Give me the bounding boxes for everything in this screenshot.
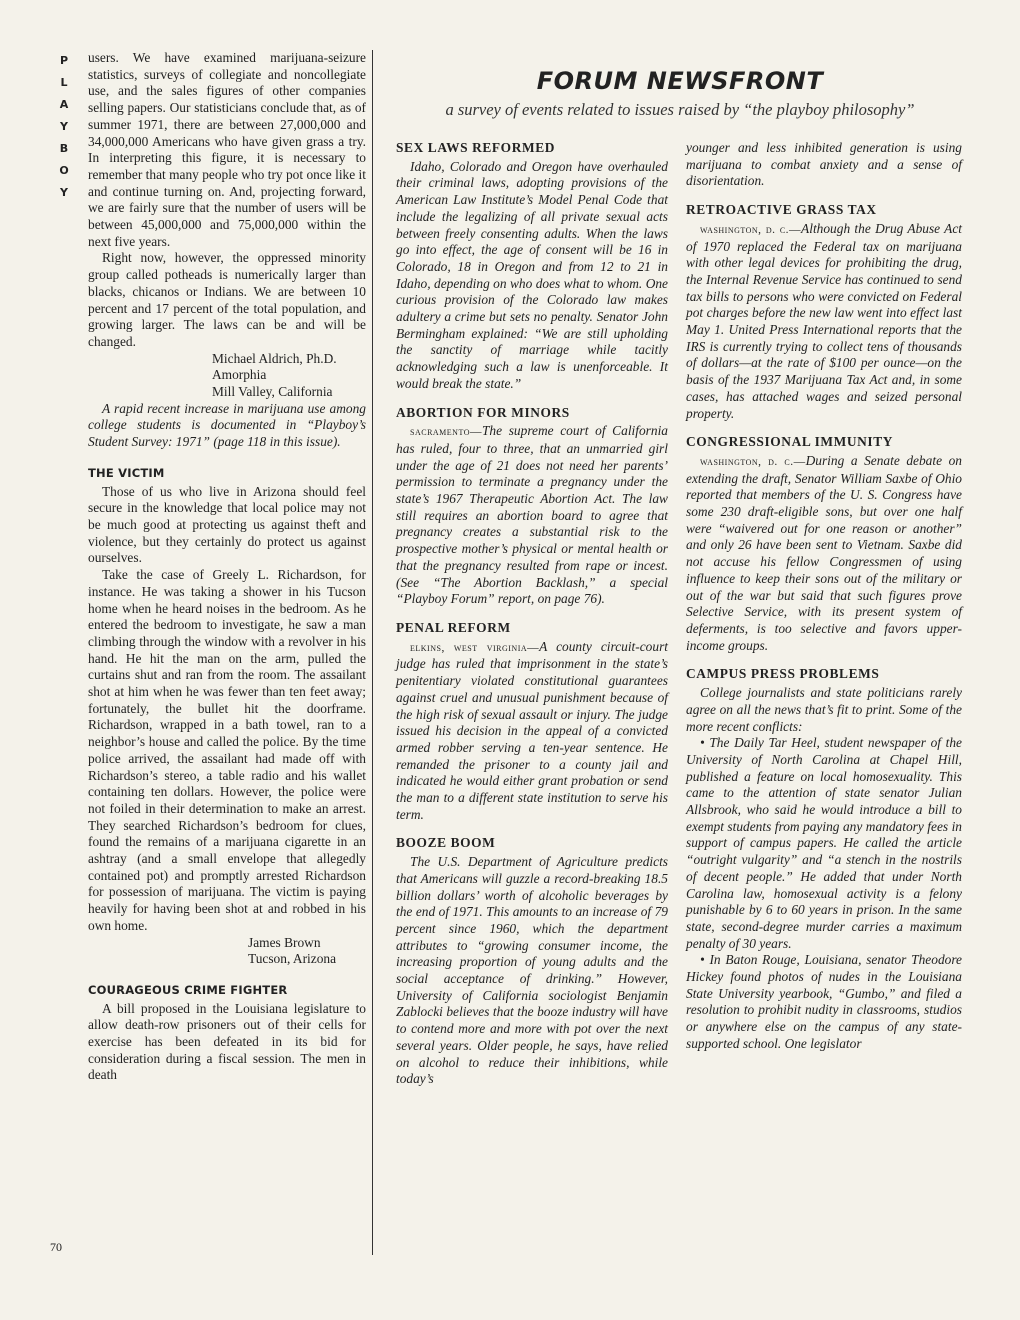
signature-name: Michael Aldrich, Ph.D.: [212, 350, 337, 366]
news-item: [686, 453, 962, 654]
letter-heading: THE VICTIM: [88, 465, 165, 480]
dateline: washington, d. c.—: [700, 223, 802, 236]
news-bullet: • In Baton Rouge, Louisiana, senator Theodore Hickey found photos of nudes in the Louisiana State University yearbook, “Gumbo,” and filed a resolution to prohibit nudity in classrooms, studios or anywhere else on the campus of any state-supported school. One legislator: [686, 952, 962, 1051]
news-text: College journalists and state politicians rarely agree on all the news that’s fit to print. Some of the more recent conflicts:: [686, 685, 962, 734]
news-heading: SEX LAWS REFORMED: [396, 140, 556, 155]
news-text: Idaho, Colorado and Oregon have overhauled their criminal laws, adopting provisions of the American Law Institute’s Model Penal Code that include the legalizing of all private sexual acts between freely consenting adults. When the laws go into effect, the age of consent will be 16 in Colorado, 18 in Oregon and from 12 to 21 in Idaho, depending on who does what to whom. One curious provision of the Colorado law makes adultery a crime but sets no penalty. Senator John Bermingham explained: “We are still upholding the sanctity of marriage while tacitly acknowledging such a law is unenforceable. It would break the state.”: [396, 158, 668, 391]
signature-org: Amorphia: [212, 367, 267, 383]
side-letter: A: [59, 98, 69, 111]
signature-location: Mill Valley, California: [212, 384, 333, 400]
news-heading: PENAL REFORM: [396, 619, 511, 635]
news-text: younger and less inhibited generation is using marijuana to combat anxiety and a sense of disorientation.: [686, 140, 962, 189]
side-letter: O: [59, 164, 69, 177]
letters-column: [88, 50, 366, 1084]
side-letter: P: [59, 54, 69, 67]
news-text: The supreme court of California has ruled, four to three, that an unmarried girl under the age of 21 does not need her parents’ permission to terminate a pregnancy under the state’s 1967 Therapeutic Abortion Act. The law still requires an abortion board to agree that pregnancy creates a substantial risk to the prospective mother’s physical or mental health or that the pregnancy resulted from rape or incest. (See “The Abortion Backlash,” a special “Playboy Forum” report, on page 76).: [396, 423, 668, 607]
news-item: [396, 639, 668, 824]
signature-location: Tucson, Arizona: [248, 951, 337, 967]
dateline: washington, d. c.—: [700, 455, 806, 468]
news-heading: BOOZE BOOM: [396, 835, 496, 851]
news-text: During a Senate debate on extending the draft, Senator William Saxbe of Ohio reported that members of the U. S. Congress have some 230 draft-eligible sons, but over one half were “waivered out for one reason or another” and only 26 have been sent to Vietnam. Saxbe did not accuse his fellow Congressmen of using influence to keep their sons out of the military or out of the war but said that such figures prove Selective Service, with its present system of deferments, is too selective and favors upper-income groups.: [686, 452, 962, 653]
signature-name: James Brown: [248, 934, 321, 950]
side-letter: B: [59, 142, 69, 155]
side-letter: Y: [60, 120, 68, 133]
news-heading: ABORTION FOR MINORS: [396, 404, 570, 420]
section-title: FORUM NEWSFRONT: [536, 67, 824, 95]
letter-paragraph: A bill proposed in the Louisiana legislature to allow death-row prisoners out of their cells for exercise has been defeated in its bid for consideration during a fiscal session. The men in death: [88, 1000, 366, 1083]
magazine-side-label: [55, 50, 73, 204]
side-letter: Y: [60, 186, 68, 199]
newsfront-column-right: [686, 140, 962, 1053]
side-letter: L: [60, 76, 68, 89]
news-text: The U.S. Department of Agriculture predicts that Americans will guzzle a record-breaking 18.5 billion dollars’ worth of alcoholic beverages by the end of 1971. This amounts to an increase of 79 percent since 1960, which the department attributes to “growing consumer income, the increasing proportion of young adults and the social acceptance of drinking.” However, University of California sociologist Benjamin Zablocki believes that the booze industry will have to contend more and more with pot over the next several years. Older people, he says, have relied on alcohol to reduce their inhibitions, while today’s: [396, 854, 668, 1087]
news-item: [686, 221, 962, 422]
editor-note: A rapid recent increase in marijuana use among college students is documented in “Playboy’s Student Survey: 1971” (page 118 in this issue).: [88, 400, 366, 450]
letter-paragraph: Those of us who live in Arizona should feel secure in the knowledge that local police may not be much good at protecting us against theft and violence, but they certainly do protect us against ourselves.: [88, 483, 366, 566]
section-subtitle: a survey of events related to issues raised by “the playboy philosophy”: [445, 100, 915, 119]
news-bullet: • The Daily Tar Heel, student newspaper of the University of North Carolina at Chapel Hill, published a feature on local homosexuality. This came to the attention of state senator Julian Allsbrook, who said he would introduce a bill to exempt students from paying any mandatory fees in support of campus papers. He called the article “outright vulgarity” and “a stench in the nostrils of decent people.” He added that under North Carolina law, homosexual activity is a felony punishable by 6 to 60 years in prison. In the same state, second-degree murder carries a maximum penalty of 30 years.: [686, 735, 962, 951]
newsfront-column-left: [396, 140, 668, 1088]
news-item: [396, 423, 668, 608]
dateline: sacramento—: [410, 426, 482, 439]
news-text: A county circuit-court judge has ruled that imprisonment in the state’s penitentiary violated constitutional guarantees against cruel and unusual punishment because of the high risk of sexual assault or injury. The judge issued his decision in the appeal of a convicted armed robber serving a ten-year sentence. He remanded the prisoner to a county jail and indicated he would either grant probation or send the man to a different state institution to serve his term.: [396, 638, 668, 822]
news-text: Although the Drug Abuse Act of 1970 replaced the Federal tax on marijuana with other legal devices for prohibiting the drug, the Internal Revenue Service has continued to send tax bills to persons who were convicted on Federal pot charges before the new law went into effect last May 1. United Press International reports that the IRS is currently trying to collect tens of thousands of dollars—at the rate of $100 per ounce—on the basis of the 1937 Marijuana Tax Act and, in some cases, has attached wages and seized personal property.: [686, 220, 962, 421]
column-divider: [372, 50, 373, 1255]
dateline: elkins, west virginia—: [410, 641, 540, 654]
letter-paragraph: users. We have examined marijuana-seizure statistics, surveys of collegiate and noncollegiate use, and the sales figures of other companies selling papers. Our statisticians conclude that, as of summer 1971, there are between 27,000,000 and 34,000,000 Americans who have given grass a try. In interpreting this figure, it is necessary to remember that many people who try pot once like it and continue turning on. And, projecting forward, we are fairly sure that the number of users will be between 45,000,000 and 75,000,000 within the next five years.: [88, 50, 366, 249]
letter-paragraph: Right now, however, the oppressed minority group called potheads is numerically larger than blacks, chicanos or Indians. We are between 10 percent and 17 percent of the total population, and growing larger. The laws can be and will be changed.: [88, 250, 366, 349]
letter-heading: COURAGEOUS CRIME FIGHTER: [88, 982, 288, 997]
news-heading: CAMPUS PRESS PROBLEMS: [686, 666, 880, 682]
letter-paragraph: Take the case of Greely L. Richardson, for instance. He was taking a shower in his Tucson home when he heard noises in the bedroom. As he entered the bedroom to investigate, he saw a man climbing through the window with a revolver in his hand. He hit the man on the arm, pulled the curtains shut and ran from the room. The assailant shot at him when he was fewer than ten feet away; fortunately, the bullet hit the doorframe. Richardson, wrapped in a bath towel, ran to a neighbor’s house and called the police. By the time police arrived, the assailant had made off with Richardson’s stereo, a table radio and his wallet containing ten dollars. However, the police were not foiled in their determination to make an arrest. They searched Richardson’s bedroom for clues, found the remains of a marijuana cigarette in an ashtray (and a small envelope that allegedly contained pot) and promptly arrested Richardson for possession of marijuana. The victim is paying heavily for having been shot at and robbed in his own home.: [88, 567, 366, 933]
news-heading: RETROACTIVE GRASS TAX: [686, 202, 877, 218]
page-number: 70: [50, 1240, 62, 1254]
news-heading: CONGRESSIONAL IMMUNITY: [686, 434, 894, 450]
